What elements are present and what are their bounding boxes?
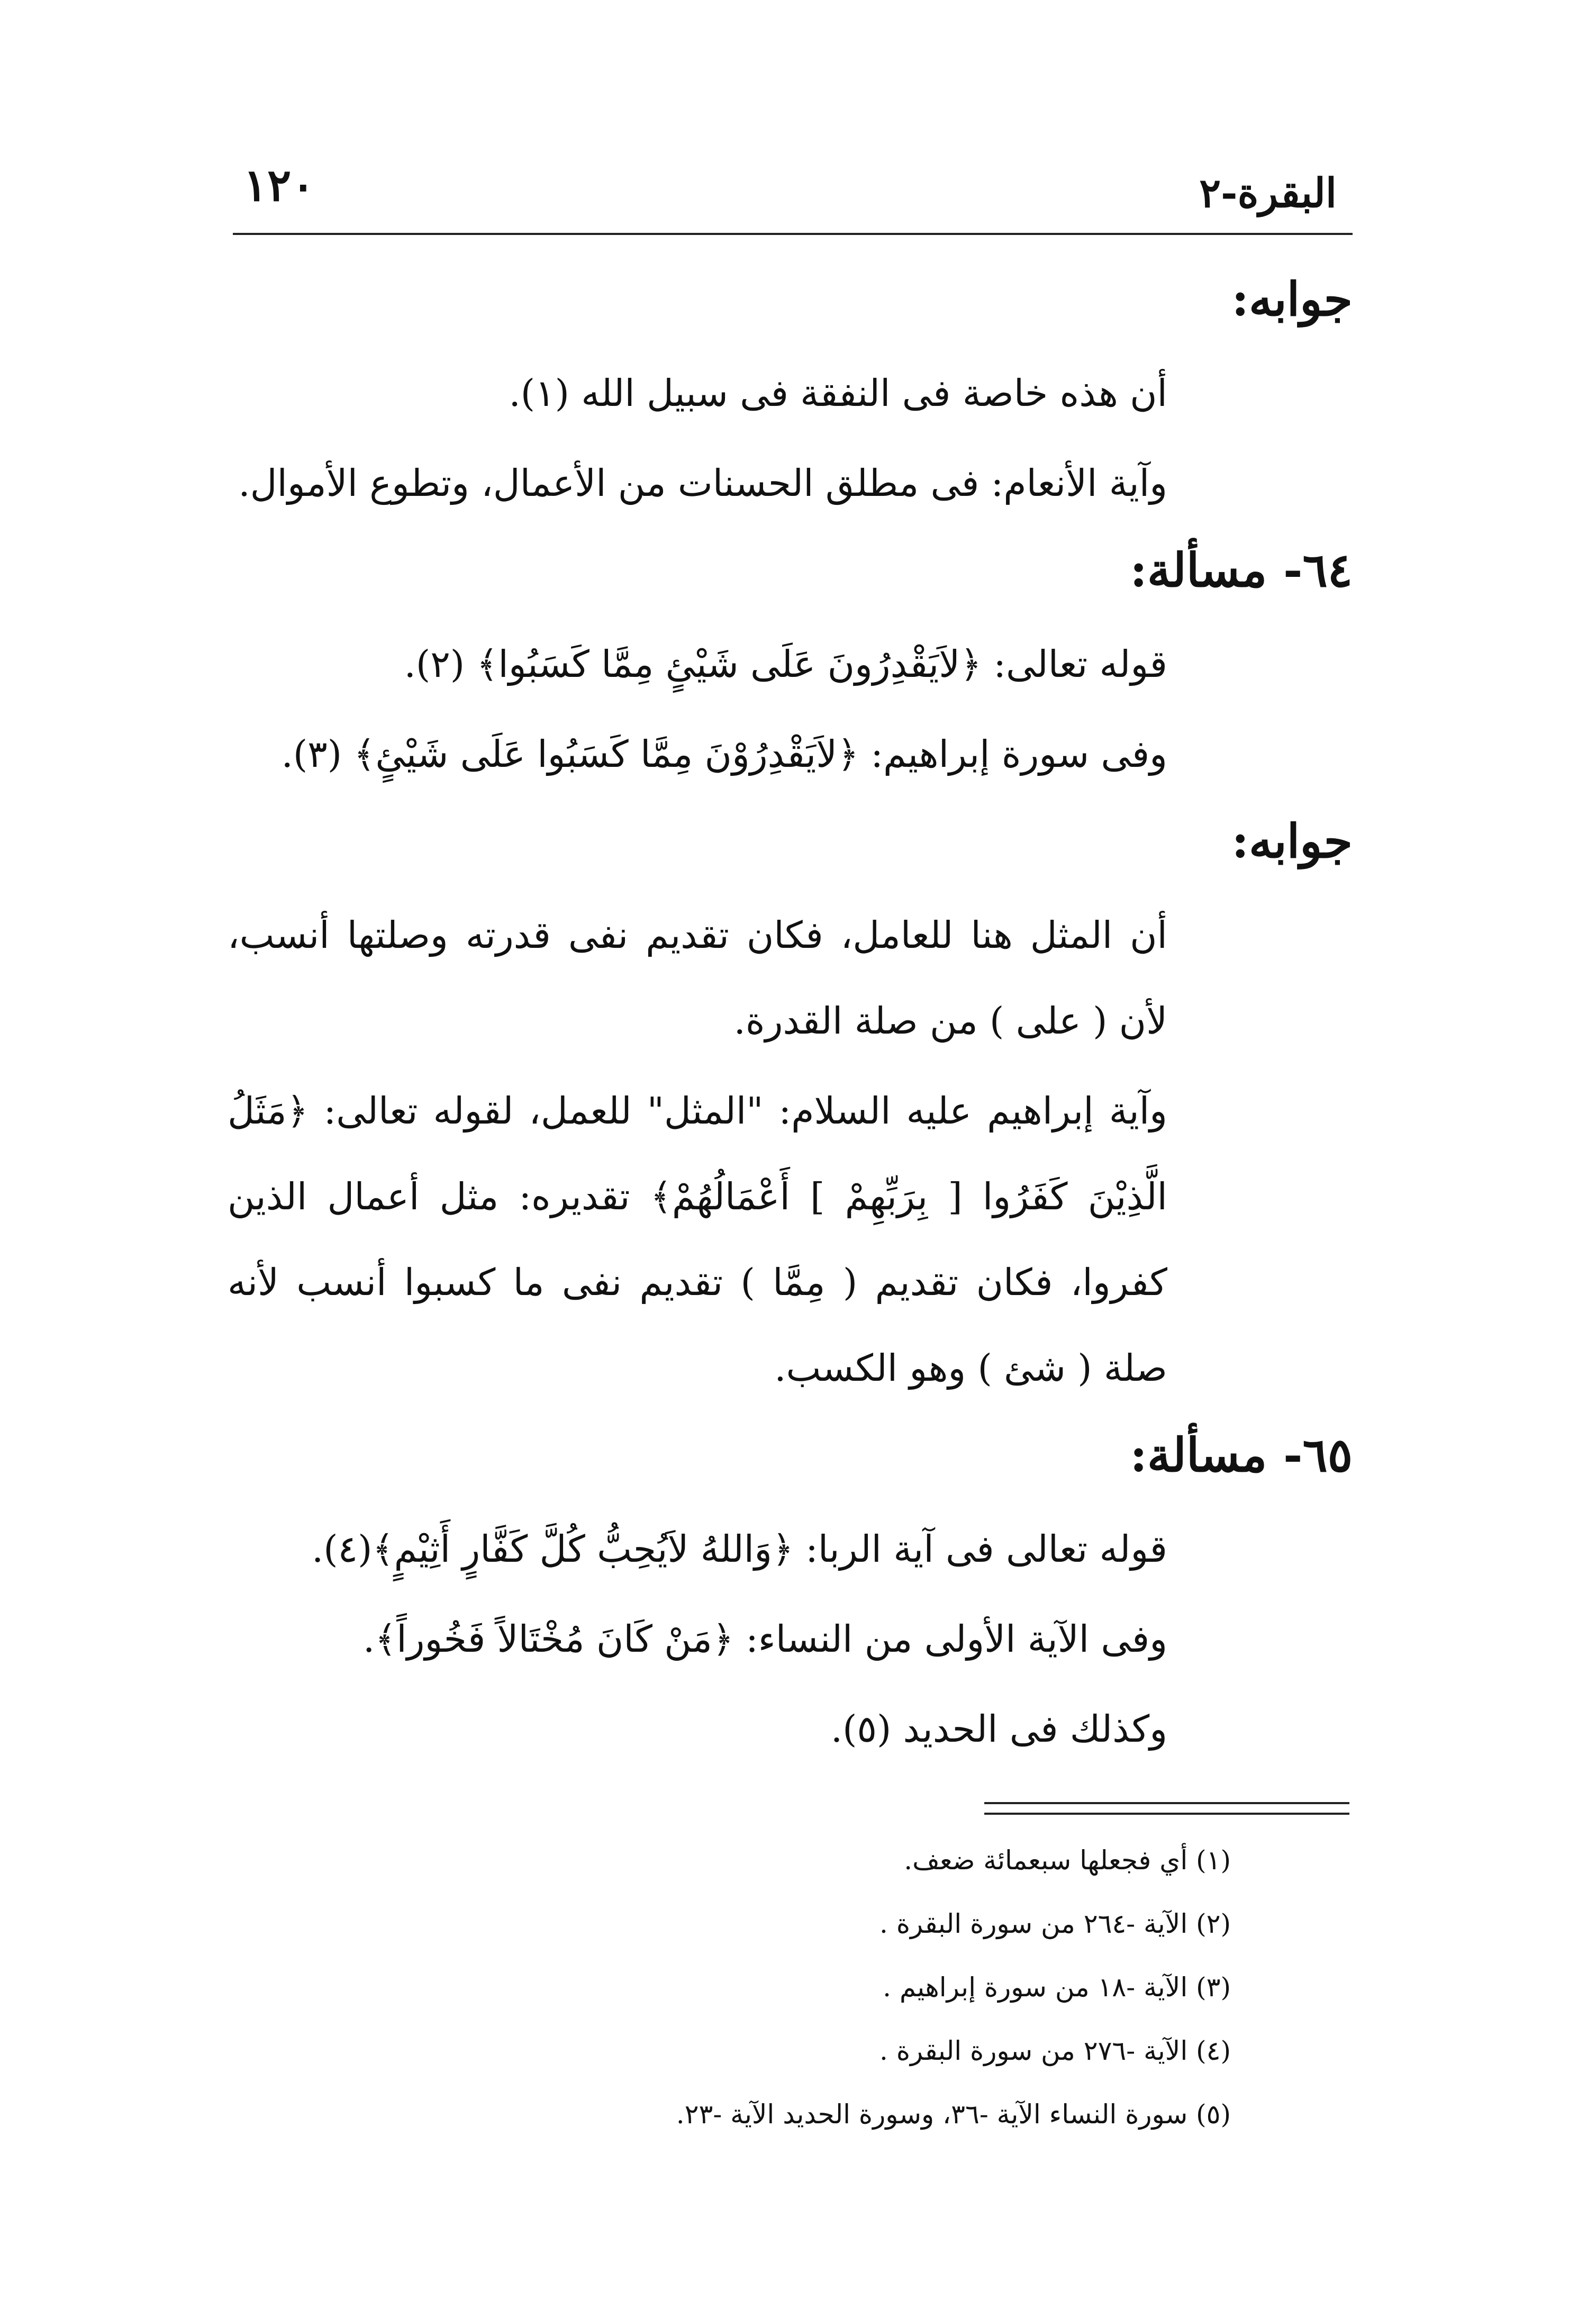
- footnote-separator: [984, 1802, 1349, 1815]
- paragraph: وآية الأنعام: فى مطلق الحسنات من الأعمال، وتطوع الأموال.: [238, 461, 1167, 505]
- page-header: [233, 153, 1353, 235]
- running-title: البقرة-٢: [1199, 169, 1337, 216]
- page-number: ١٢٠: [243, 159, 315, 211]
- issue-heading-64: ٦٤- مسألة:: [1130, 542, 1353, 598]
- footnote: (٥) سورة النساء الآية -٣٦، وسورة الحديد الآية -٢٣.: [676, 2099, 1231, 2130]
- footnote: (١) أي فجعلها سبعمائة ضعف.: [904, 1845, 1231, 1876]
- footnote: (٤) الآية -٢٧٦ من سورة البقرة .: [879, 2035, 1231, 2066]
- footnote: (٢) الآية -٢٦٤ من سورة البقرة .: [879, 1908, 1231, 1939]
- paragraph: قوله تعالى: ﴿لاَيَقْدِرُونَ عَلَى شَيْئٍ مِمَّا كَسَبُوا﴾ (٢).: [404, 642, 1167, 686]
- paragraph: وكذلك فى الحديد (٥).: [830, 1707, 1167, 1751]
- answer-heading: جوابه:: [1231, 271, 1353, 327]
- paragraph: وآية إبراهيم عليه السلام: "المثل" للعمل، لقوله تعالى: ﴿مَثَلُ الَّذِيْنَ كَفَرُوا [ بِرَبِّهِمْ ] أَعْمَالُهُمْ﴾ تقديره: مثل أعمال الذين كفروا، فكان تقديم ( مِمَّا ) تقديم نفى ما كسبوا أنسب لأنه صلة ( شئ ) وهو الكسب.: [228, 1089, 1168, 1390]
- paragraph: قوله تعالى فى آية الربا: ﴿وَاللهُ لاَيُحِبُّ كُلَّ كَفَّارٍ أَثِيْمٍ﴾(٤).: [311, 1527, 1167, 1571]
- paragraph: أن المثل هنا للعامل، فكان تقديم نفى قدرته وصلتها أنسب، لأن ( على ) من صلة القدرة.: [228, 913, 1167, 1043]
- paragraph: وفى الآية الأولى من النساء: ﴿مَنْ كَانَ مُخْتَالاً فَخُوراً﴾.: [362, 1617, 1167, 1661]
- footnotes: [228, 1829, 1231, 2146]
- paragraph: وفى سورة إبراهيم: ﴿لاَيَقْدِرُوْنَ مِمَّا كَسَبُوا عَلَى شَيْئٍ﴾ (٣).: [281, 732, 1167, 776]
- answer-heading: جوابه:: [1231, 813, 1353, 868]
- main-text: [228, 259, 1353, 1776]
- issue-heading-65: ٦٥- مسألة:: [1130, 1427, 1353, 1482]
- footnote: (٣) الآية -١٨ من سورة إبراهيم .: [883, 1972, 1231, 2003]
- paragraph: أن هذه خاصة فى النفقة فى سبيل الله (١).: [509, 372, 1167, 415]
